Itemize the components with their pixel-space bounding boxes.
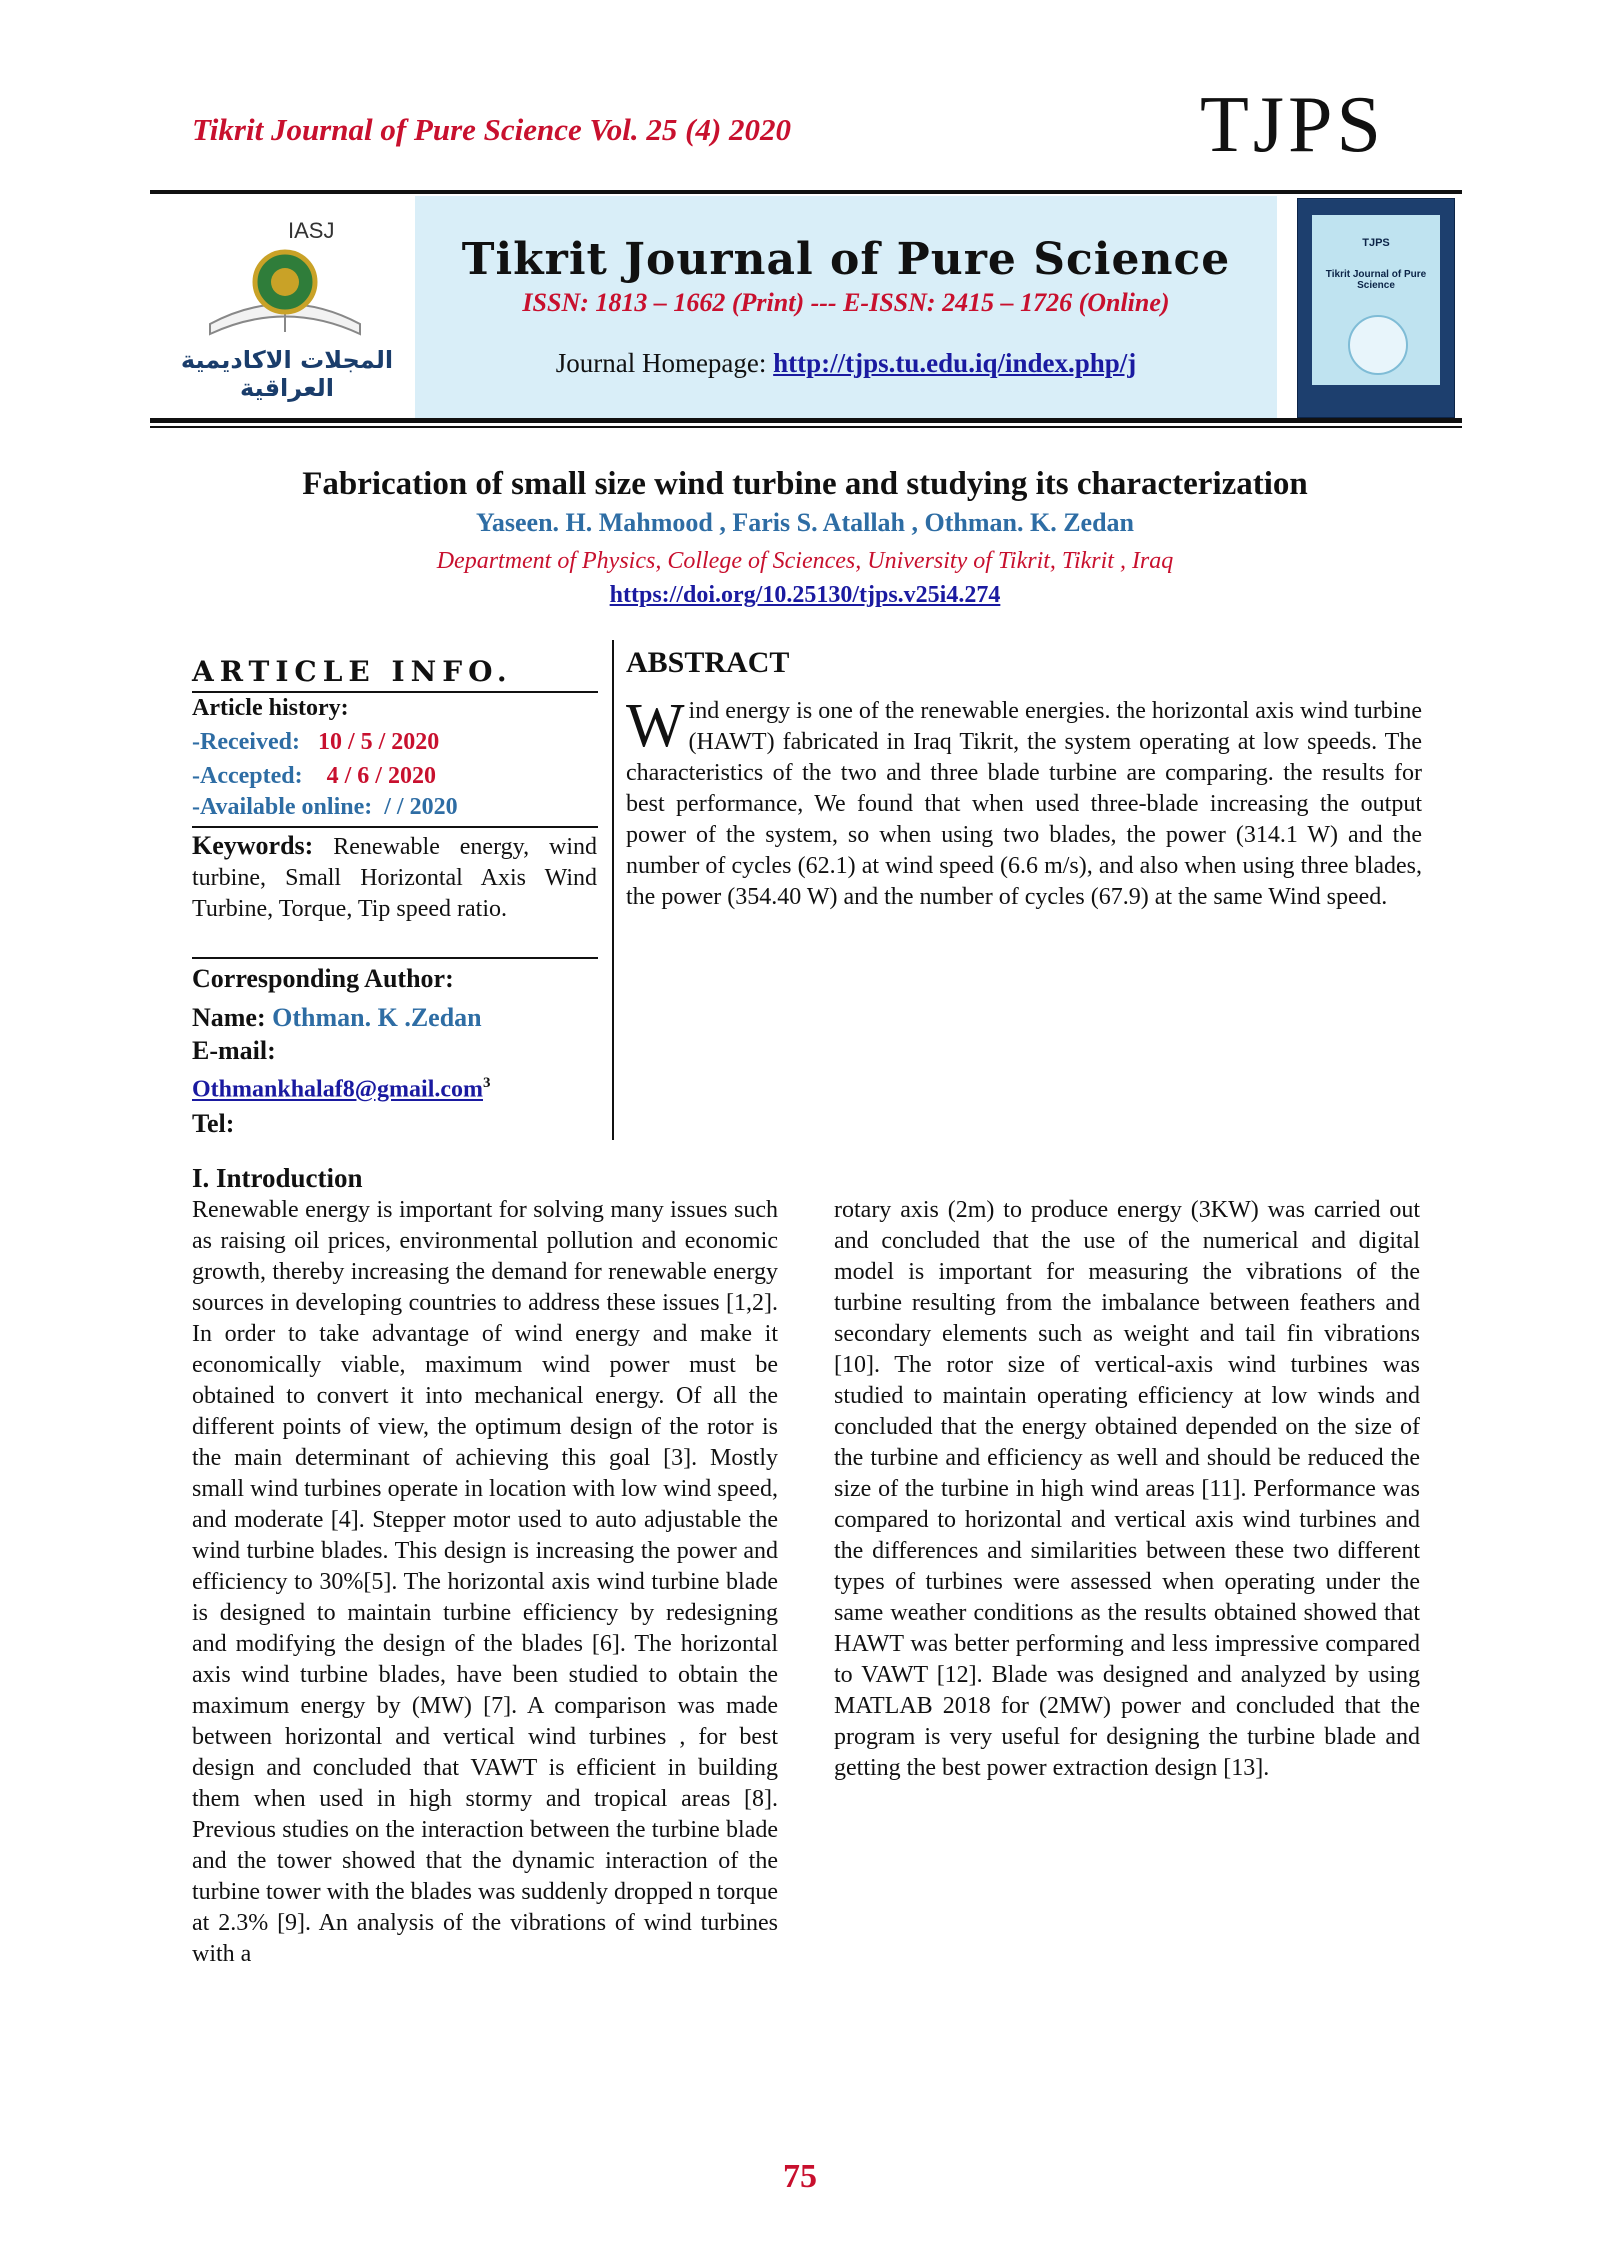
abstract-heading: ABSTRACT [626, 646, 790, 679]
name-label: Name: [192, 1003, 266, 1032]
name-value: Othman. K .Zedan [272, 1003, 482, 1032]
journal-brand: TJPS [1200, 81, 1385, 169]
name-row [192, 1001, 597, 1034]
page-number: 75 [783, 2158, 817, 2195]
journal-banner [150, 196, 1462, 422]
header-rule-bottom [150, 418, 1462, 423]
journal-cover-area [1277, 196, 1462, 422]
article-authors: Yaseen. H. Mahmood , Faris S. Atallah , Othman. K. Zedan [475, 508, 1134, 537]
article-doi-link[interactable]: https://doi.org/10.25130/tjps.v25i4.274 [609, 582, 1001, 608]
journal-cover-image [1297, 198, 1455, 418]
cover-brand: TJPS [1362, 237, 1390, 249]
email-row [192, 1067, 597, 1107]
header-rule-top [150, 190, 1462, 194]
iasj-logo-area [150, 196, 415, 422]
homepage-link[interactable]: http://tjps.tu.edu.iq/index.php/j [773, 348, 1137, 378]
banner-issn: ISSN: 1813 – 1662 (Print) --- E-ISSN: 2415 – 1726 (Online) [522, 288, 1170, 317]
corresponding-block [192, 962, 597, 1140]
accepted-row [192, 761, 597, 792]
accepted-label: -Accepted: [192, 763, 303, 789]
online-value: / / 2020 [384, 794, 458, 820]
column-divider [612, 640, 614, 1140]
iasj-logo-icon [190, 244, 380, 344]
article-info-heading: ARTICLE INFO. [192, 655, 513, 688]
received-value: 10 / 5 / 2020 [317, 729, 440, 755]
keywords-block [192, 830, 597, 925]
banner-title-area [415, 196, 1277, 422]
introduction-column-2: rotary axis (2m) to produce energy (3KW) was carried out and concluded that the use of the numerical and digital model is important for measuring the vibrations of the turbine resulting from the imbalance between feathers and secondary elements such as weight and tail fin vibrations [10]. The rotor size of vertical-axis wind turbines was studied to maintain operating efficiency at low winds and concluded that the energy obtained depended on the size of the turbine and efficiency as well and should be reduced the size of the turbine in high wind areas [11]. Performance was compared to horizontal and vertical axis wind turbines and the differences and similarities between these two different types of turbines were assessed when operating under the same weather conditions as the results obtained showed that HAWT was better performing and less impressive compared to VAWT [12]. Blade was designed and analyzed by using MATLAB 2018 for (2MW) power and concluded that the program is very useful for designing the turbine blade and getting the best power extraction design [13]. [834, 1197, 1420, 1781]
email-superscript: 3 [483, 1075, 491, 1091]
iasj-arabic-label: المجلات الاكاديمية العراقية [180, 346, 394, 402]
abstract-dropcap: W [626, 692, 685, 760]
history-label: Article history: [192, 695, 349, 721]
cover-emblem-icon [1348, 315, 1408, 375]
received-label: -Received: [192, 729, 300, 755]
cover-inner [1312, 215, 1440, 385]
article-department: Department of Physics, College of Sciences, University of Tikrit, Tikrit , Iraq [436, 548, 1174, 574]
abstract-body [626, 692, 1422, 913]
corresponding-label: Corresponding Author: [192, 964, 454, 993]
journal-volume-line: Tikrit Journal of Pure Science Vol. 25 (4) 2020 [192, 112, 792, 147]
cover-journal-name: Tikrit Journal of Pure Science [1325, 269, 1427, 291]
online-label: -Available online: [192, 794, 373, 820]
keywords-value: Renewable energy, wind turbine, Small Horizontal Axis Wind Turbine, Torque, Tip speed ratio. [192, 834, 598, 922]
keywords-rule [192, 957, 598, 959]
online-row [192, 792, 597, 823]
banner-journal-title: Tikrit Journal of Pure Science [461, 234, 1231, 285]
article-title: Fabrication of small size wind turbine and studying its characterization [302, 466, 1308, 502]
banner-homepage [415, 348, 1277, 379]
email-link[interactable]: Othmankhalaf8@gmail.com [192, 1076, 483, 1103]
history-rule [192, 826, 598, 828]
email-label: E-mail: [192, 1036, 276, 1065]
article-history-block [192, 693, 597, 823]
received-row [192, 727, 597, 758]
tel-label: Tel: [192, 1108, 235, 1138]
introduction-column-1: Renewable energy is important for solving many issues such as raising oil prices, environmental pollution and economic growth, thereby increasing the demand for renewable energy sources in developing countries to address these issues [1,2]. In order to take advantage of wind energy and make it economically viable, maximum wind power must be obtained to convert it into mechanical energy. Of all the different points of view, the optimum design of the rotor is the main determinant of achieving this goal [3]. Mostly small wind turbines operate in location with low wind speed, and moderate [4]. Stepper motor used to auto adjustable the wind turbine blades. This design is increasing the power and efficiency to 30%[5]. The horizontal axis wind turbine blade is designed to maintain turbine efficiency by redesigning and modifying the design of the blades [6]. The horizontal axis wind turbine blades, have been studied to obtain the maximum energy by (MW) [7]. A comparison was made between horizontal and vertical wind turbines , for best design and concluded that VAWT is efficient in building them when used in high stormy and tropical areas [8]. Previous studies on the interaction between the turbine blade and the tower showed that the dynamic interaction of the turbine tower with the blades was suddenly dropped n torque at 2.3% [9]. An analysis of the vibrations of wind turbines with a [192, 1197, 778, 1967]
accepted-value: 4 / 6 / 2020 [326, 763, 436, 789]
keywords-label: Keywords: [192, 831, 314, 860]
introduction-heading: I. Introduction [192, 1163, 363, 1193]
homepage-label: Journal Homepage: [555, 348, 774, 378]
iasj-label: IASJ [288, 218, 335, 243]
header-rule-bottom-thin [150, 426, 1462, 428]
abstract-text: ind energy is one of the renewable energies. the horizontal axis wind turbine (HAWT) fabricated in Iraq Tikrit, the system operating at low speeds. The characteristics of the two and three blade turbine are comparing. the results for best performance, We found that when used three-blade increasing the output power of the system, so when using two blades, the power (314.1 W) and the number of cycles (62.1) at wind speed (6.6 m/s), and also when using three blades, the power (354.40 W) and the number of cycles (67.9) at the same Wind speed. [626, 698, 1422, 910]
